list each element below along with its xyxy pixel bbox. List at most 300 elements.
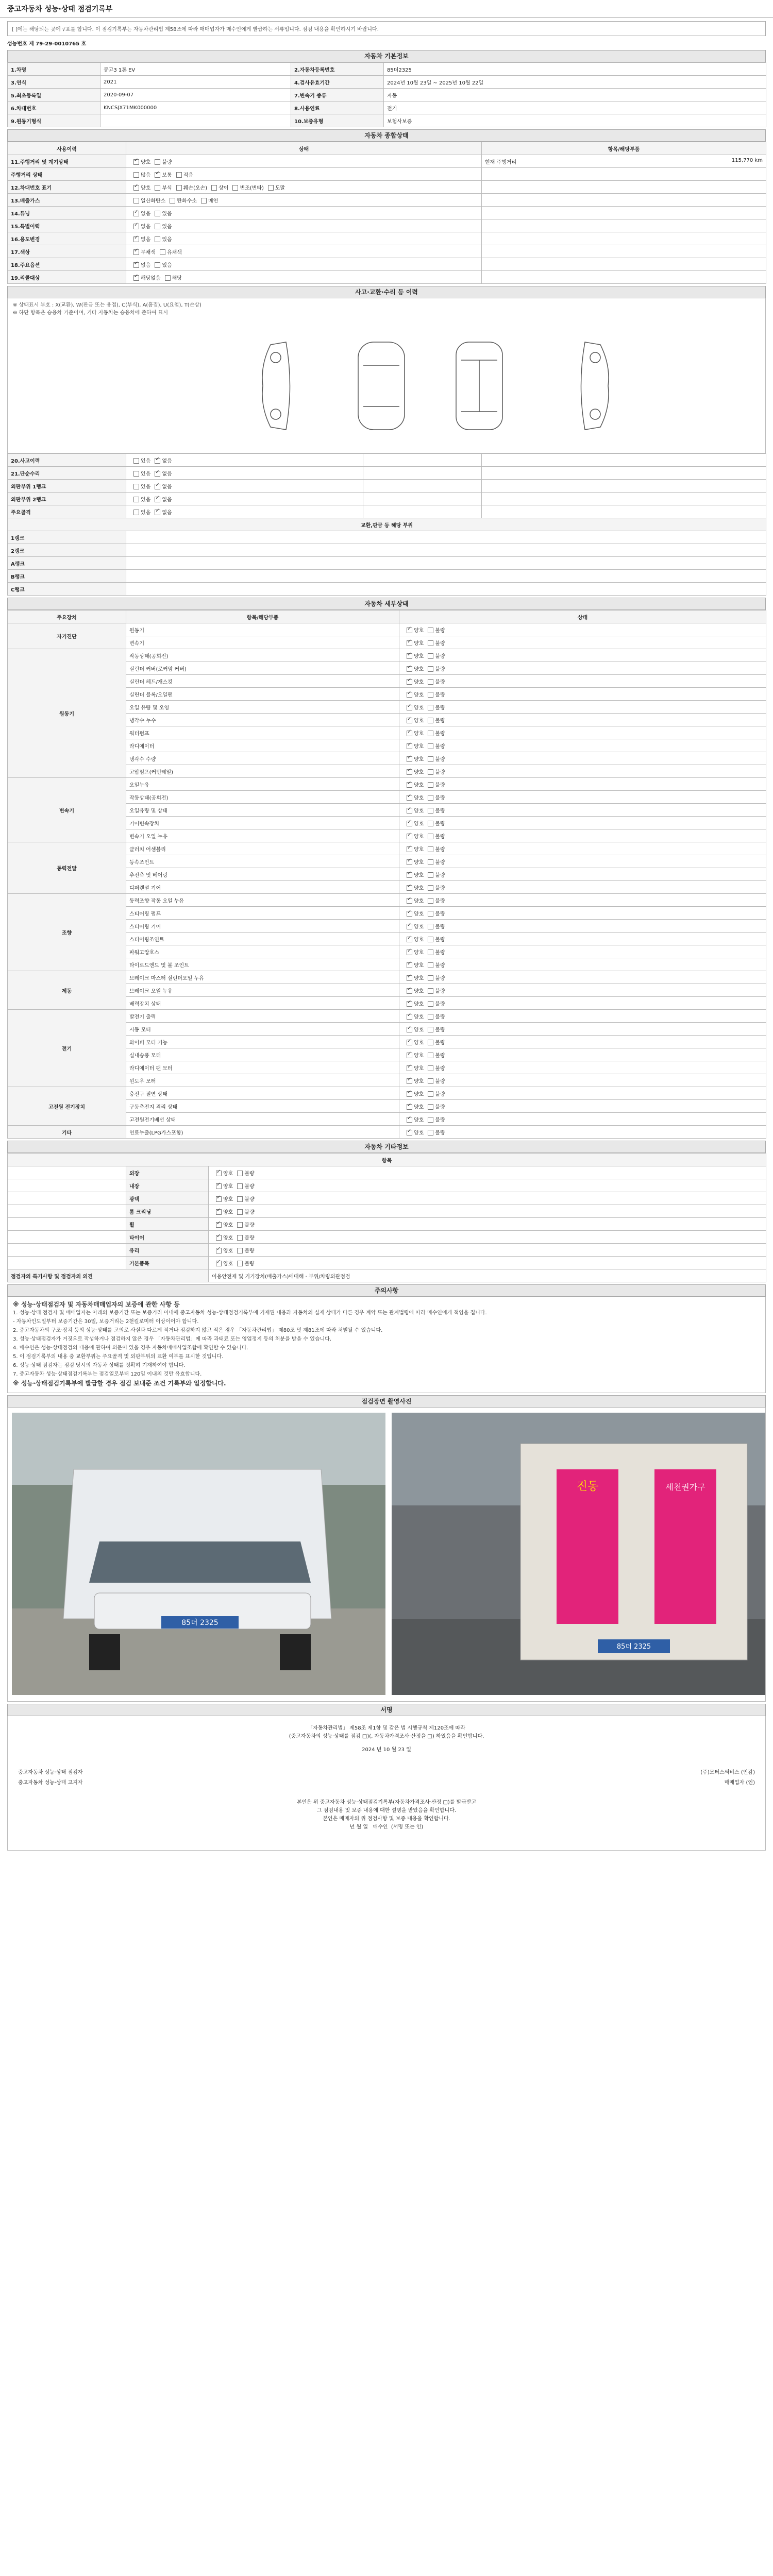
checkbox-label: 양호 [414, 859, 424, 866]
exterior-label: 21.단순수리 [8, 467, 126, 480]
checkbox[interactable] [133, 458, 139, 464]
checkbox[interactable] [428, 1040, 433, 1045]
checkbox-label: 양호 [223, 1171, 233, 1177]
checkbox[interactable] [216, 1183, 222, 1189]
checkbox-label: 양호 [223, 1235, 233, 1241]
column-header: 사용이력 [8, 142, 126, 155]
checkbox[interactable] [407, 834, 412, 839]
details-item: 와이퍼 모터 기능 [126, 1036, 399, 1048]
checkbox[interactable] [428, 718, 433, 723]
checkbox-label: 변조(변타) [240, 185, 264, 191]
checkbox-label: 불량 [435, 846, 445, 853]
checkbox[interactable] [428, 1104, 433, 1110]
checkbox[interactable] [428, 924, 433, 929]
checkbox-label: 양호 [223, 1183, 233, 1190]
checkbox[interactable] [428, 1001, 433, 1007]
checkbox[interactable] [428, 653, 433, 659]
inspector-value: (주)모터스써비스 (인감) [700, 1770, 755, 1775]
checkbox[interactable] [428, 795, 433, 801]
basic-value: 자동 [384, 89, 766, 101]
checkbox-label: 없음 [162, 458, 172, 464]
checkbox[interactable] [428, 821, 433, 826]
details-state-options [399, 894, 766, 907]
checkbox[interactable] [428, 1014, 433, 1020]
checkbox[interactable] [216, 1196, 222, 1202]
checkbox-label: 양호 [414, 1065, 424, 1072]
checkbox[interactable] [428, 1078, 433, 1084]
checkbox[interactable] [428, 1065, 433, 1071]
checkbox-label: 있음 [141, 458, 151, 464]
checkbox-label: 불량 [435, 1040, 445, 1046]
checkbox[interactable] [428, 911, 433, 917]
checkbox[interactable] [407, 782, 412, 788]
checkbox[interactable] [428, 743, 433, 749]
checkbox[interactable] [216, 1171, 222, 1176]
checkbox[interactable] [428, 975, 433, 981]
checkbox[interactable] [428, 628, 433, 633]
status-row [8, 245, 766, 258]
basic-label: 4.검사유효기간 [291, 76, 384, 89]
note-line: 4. 매수인은 성능·상태점검의 내용에 관하여 의문이 있을 경우 자동차매매사업조합에 확인할 수 있습니다. [13, 1345, 248, 1351]
checkbox[interactable] [407, 1065, 412, 1071]
checkbox-label: 양호 [414, 782, 424, 788]
checkbox[interactable] [155, 510, 160, 515]
checkbox[interactable] [133, 510, 139, 515]
receive-line-1: 본인은 위 중고자동차 성능·상태점검기록부(자동차가격조사·산정 □)를 발급받고 [296, 1800, 477, 1805]
notes-body [7, 1297, 766, 1393]
receive-date: 년 월 일 [349, 1824, 368, 1830]
extra-label: 내장 [126, 1179, 209, 1192]
checkbox[interactable] [428, 1091, 433, 1097]
checkbox[interactable] [155, 497, 160, 502]
status-row [8, 194, 766, 207]
checkbox-label: 양호 [223, 1196, 233, 1202]
checkbox[interactable] [133, 497, 139, 502]
checkbox[interactable] [133, 249, 139, 255]
exterior-empty [482, 454, 766, 467]
exterior-empty [363, 454, 482, 467]
column-header: 주요장치 [8, 611, 126, 623]
checkbox-label: 불량 [435, 1104, 445, 1110]
details-group: 자기진단 [8, 623, 126, 649]
notice-box [7, 21, 766, 36]
checkbox[interactable] [407, 1130, 412, 1136]
checkbox-label: 불량 [435, 1001, 445, 1007]
exterior-label: 외판부위 2랭크 [8, 493, 126, 505]
checkbox[interactable] [232, 185, 238, 191]
checkbox[interactable] [407, 872, 412, 878]
checkbox[interactable] [407, 679, 412, 685]
checkbox-label: 양호 [414, 872, 424, 878]
checkbox[interactable] [407, 821, 412, 826]
rank-head-row [8, 518, 766, 531]
exterior-empty [363, 480, 482, 493]
checkbox[interactable] [133, 262, 139, 268]
checkbox[interactable] [407, 846, 412, 852]
checkbox[interactable] [201, 198, 207, 204]
receive-line-2: 그 점검내용 및 보증 내용에 대한 설명을 받았음을 확인합니다. [316, 1808, 457, 1814]
checkbox[interactable] [155, 185, 160, 191]
checkbox[interactable] [155, 159, 160, 165]
checkbox-label: 있음 [162, 211, 172, 217]
checkbox[interactable] [133, 211, 139, 216]
basic-label: 9.원동기형식 [8, 114, 100, 127]
checkbox[interactable] [133, 172, 139, 178]
extra-state-options [209, 1244, 766, 1257]
checkbox[interactable] [155, 471, 160, 477]
details-state-options [399, 1048, 766, 1061]
status-row [8, 232, 766, 245]
checkbox-label: 불량 [435, 795, 445, 801]
checkbox[interactable] [237, 1171, 243, 1176]
checkbox[interactable] [407, 628, 412, 633]
checkbox[interactable] [407, 808, 412, 814]
details-header: 자동차 세부상태 [7, 598, 766, 610]
details-state-options [399, 765, 766, 778]
checkbox[interactable] [407, 718, 412, 723]
checkbox[interactable] [428, 640, 433, 646]
checkbox[interactable] [407, 962, 412, 968]
status-detail [482, 168, 766, 181]
checkbox[interactable] [428, 756, 433, 762]
details-row [8, 649, 766, 662]
details-item: 고압펌프(커먼레일) [126, 765, 399, 778]
checkbox[interactable] [237, 1248, 243, 1253]
status-note: 현재 주행거리 [485, 159, 517, 165]
checkbox[interactable] [216, 1222, 222, 1228]
legend-line-1: ※ 상태표시 부호 : X(교환), W(판금 또는 용접), C(부식), A(흠집), U(요철), T(손상) [13, 302, 201, 308]
status-options [126, 271, 482, 284]
signature-header: 서명 [7, 1704, 766, 1716]
checkbox[interactable] [428, 898, 433, 904]
checkbox[interactable] [216, 1209, 222, 1215]
extra-empty [8, 1179, 126, 1192]
checkbox[interactable] [160, 249, 165, 255]
details-item: 원동기 [126, 623, 399, 636]
checkbox[interactable] [237, 1209, 243, 1215]
checkbox[interactable] [407, 692, 412, 698]
details-state-options [399, 701, 766, 714]
checkbox-label: 불량 [435, 950, 445, 956]
extra-empty [8, 1244, 126, 1257]
note-footer: ※ 성능·상태점검기록부에 발급할 경우 점검 보내준 조건 기록부와 일정합니다. [13, 1380, 226, 1387]
status-row [8, 258, 766, 271]
rank-row [8, 531, 766, 544]
checkbox[interactable] [211, 185, 217, 191]
checkbox[interactable] [428, 859, 433, 865]
checkbox[interactable] [428, 782, 433, 788]
details-state-options [399, 636, 766, 649]
details-item: 실린더 헤드/개스킷 [126, 675, 399, 688]
checkbox[interactable] [155, 211, 160, 216]
checkbox[interactable] [407, 898, 412, 904]
checkbox[interactable] [407, 924, 412, 929]
status-row [8, 271, 766, 284]
details-state-options [399, 920, 766, 933]
checkbox[interactable] [133, 471, 139, 477]
details-group: 고전원 전기장치 [8, 1087, 126, 1126]
checkbox[interactable] [237, 1222, 243, 1228]
basic-row [8, 101, 766, 114]
checkbox-label: 양호 [414, 898, 424, 904]
details-item: 등속조인트 [126, 855, 399, 868]
rank-label: C랭크 [8, 583, 126, 596]
checkbox[interactable] [237, 1235, 243, 1241]
checkbox-label: 불량 [244, 1196, 255, 1202]
checkbox-label: 탄화수소 [177, 198, 197, 204]
checkbox[interactable] [216, 1261, 222, 1266]
checkbox[interactable] [428, 872, 433, 878]
details-row [8, 1010, 766, 1023]
checkbox[interactable] [428, 705, 433, 710]
checkbox-label: 양호 [414, 653, 424, 659]
basic-value: 보험사보증 [384, 114, 766, 127]
basic-label: 10.보증유형 [291, 114, 384, 127]
checkbox-label: 불량 [435, 692, 445, 698]
checkbox-label: 없음 [162, 497, 172, 503]
details-item: 실린더 커버(로커암 커버) [126, 662, 399, 675]
checkbox[interactable] [407, 795, 412, 801]
extra-row [8, 1166, 766, 1179]
checkbox-label: 있음 [141, 497, 151, 503]
checkbox-label: 불량 [435, 988, 445, 994]
checkbox[interactable] [407, 743, 412, 749]
photos-header: 점검장면 촬영사진 [7, 1395, 766, 1408]
checkbox[interactable] [133, 275, 139, 281]
checkbox-label: 양호 [414, 731, 424, 737]
checkbox-label: 훼손(오손) [183, 185, 208, 191]
checkbox[interactable] [407, 988, 412, 994]
title-text: 중고자동차 성능·상태 점검기록부 [7, 5, 113, 13]
checkbox[interactable] [407, 1053, 412, 1058]
checkbox[interactable] [237, 1261, 243, 1266]
checkbox-label: 있음 [141, 471, 151, 477]
exterior-row [8, 505, 766, 518]
checkbox[interactable] [428, 1130, 433, 1136]
checkbox[interactable] [407, 769, 412, 775]
checkbox[interactable] [407, 1001, 412, 1007]
details-item: 오일 유량 및 오염 [126, 701, 399, 714]
checkbox-label: 불량 [244, 1222, 255, 1228]
details-state-options [399, 1061, 766, 1074]
checkbox[interactable] [407, 975, 412, 981]
checkbox-label: 양호 [414, 962, 424, 969]
note-line: ※ 성능·상태점검자 및 자동차매매업자의 보증에 관한 사항 등 [13, 1301, 180, 1308]
rank-row [8, 557, 766, 570]
note-line: 3. 성능·상태점검자가 거짓으로 작성하거나 점검하지 않은 경우 「자동차관리법」에 따라 과태료 또는 영업정지 등의 처분을 받을 수 있습니다. [13, 1336, 332, 1342]
basic-value: 2020-09-07 [100, 89, 291, 101]
checkbox[interactable] [407, 885, 412, 891]
checkbox[interactable] [407, 1091, 412, 1097]
checkbox[interactable] [428, 679, 433, 685]
basic-value: 봉고3 1톤 EV [100, 63, 291, 76]
details-row [8, 623, 766, 636]
status-label: 12.차대번호 표기 [8, 181, 126, 194]
checkbox-label: 양호 [414, 846, 424, 853]
checkbox-label: 양호 [414, 628, 424, 634]
checkbox[interactable] [155, 458, 160, 464]
checkbox-label: 불량 [435, 885, 445, 891]
details-state-options [399, 714, 766, 726]
diagram-legend [13, 301, 201, 317]
checkbox[interactable] [407, 911, 412, 917]
checkbox[interactable] [133, 159, 139, 165]
checkbox[interactable] [407, 1078, 412, 1084]
checkbox[interactable] [407, 705, 412, 710]
checkbox-label: 매연 [208, 198, 219, 204]
details-item: 윈도우 모터 [126, 1074, 399, 1087]
notice-text: [ ]에는 해당되는 곳에 √표를 합니다. 이 점검기록부는 자동차관리법 제58조에 따라 매매업자가 매수인에게 발급하는 서류입니다. 점검 내용을 확인하시기 바랍니다. [12, 27, 379, 32]
rank-label: A랭크 [8, 557, 126, 570]
checkbox[interactable] [428, 1117, 433, 1123]
checkbox[interactable] [176, 172, 182, 178]
checkbox-label: 불량 [435, 1117, 445, 1123]
checkbox[interactable] [407, 666, 412, 672]
checkbox[interactable] [428, 950, 433, 955]
checkbox[interactable] [428, 1027, 433, 1032]
checkbox[interactable] [428, 692, 433, 698]
basic-value: 85더2325 [384, 63, 766, 76]
status-label: 15.특별이력 [8, 219, 126, 232]
checkbox[interactable] [407, 1104, 412, 1110]
checkbox[interactable] [407, 1027, 412, 1032]
checkbox[interactable] [407, 1014, 412, 1020]
checkbox[interactable] [216, 1248, 222, 1253]
details-item: 동력조향 작동 오일 누유 [126, 894, 399, 907]
checkbox-label: 양호 [414, 911, 424, 917]
note-line: 6. 성능·상태 점검자는 점검 당시의 자동차 상태를 정확히 기재하여야 합니다. [13, 1363, 186, 1368]
details-item: 구동축전지 격리 상태 [126, 1100, 399, 1113]
exterior-row [8, 493, 766, 505]
signature-panel [7, 1716, 766, 1851]
checkbox[interactable] [237, 1183, 243, 1189]
checkbox[interactable] [428, 769, 433, 775]
checkbox[interactable] [133, 484, 139, 489]
checkbox[interactable] [428, 731, 433, 736]
exterior-table [7, 453, 766, 596]
checkbox-label: 불량 [435, 679, 445, 685]
extra-head-row [8, 1154, 766, 1166]
checkbox[interactable] [428, 666, 433, 672]
checkbox[interactable] [170, 198, 175, 204]
checkbox[interactable] [428, 988, 433, 994]
checkbox-label: 불량 [244, 1183, 255, 1190]
checkbox-label: 없음 [141, 262, 151, 268]
extra-empty [8, 1231, 126, 1244]
details-state-options [399, 933, 766, 945]
checkbox-label: 불량 [162, 159, 172, 165]
checkbox[interactable] [155, 484, 160, 489]
details-row [8, 1087, 766, 1100]
checkbox[interactable] [176, 185, 182, 191]
checkbox-label: 없음 [141, 236, 151, 243]
checkbox[interactable] [407, 859, 412, 865]
status-header: 자동차 종합상태 [7, 129, 766, 142]
checkbox[interactable] [216, 1235, 222, 1241]
details-item: 라디에이터 팬 모터 [126, 1061, 399, 1074]
front-plate-text: 85더 2325 [181, 1619, 219, 1627]
checkbox-label: 불량 [435, 975, 445, 981]
checkbox[interactable] [133, 198, 139, 204]
checkbox[interactable] [407, 1040, 412, 1045]
exterior-empty [482, 480, 766, 493]
exterior-empty [482, 505, 766, 518]
checkbox[interactable] [428, 846, 433, 852]
basic-value: 2021 [100, 76, 291, 89]
details-item: 고전원전기배선 상태 [126, 1113, 399, 1126]
checkbox-label: 양호 [223, 1248, 233, 1254]
status-options [126, 181, 482, 194]
details-item: 추진축 및 베어링 [126, 868, 399, 881]
checkbox[interactable] [237, 1196, 243, 1202]
details-item: 파워고압호스 [126, 945, 399, 958]
details-state-options [399, 945, 766, 958]
checkbox[interactable] [155, 224, 160, 229]
checkbox[interactable] [428, 962, 433, 968]
checkbox-label: 있음 [141, 484, 151, 490]
checkbox[interactable] [407, 653, 412, 659]
status-detail [482, 155, 766, 168]
checkbox[interactable] [133, 185, 139, 191]
rank-label: 1랭크 [8, 531, 126, 544]
status-label: 11.주행거리 및 계기상태 [8, 155, 126, 168]
checkbox[interactable] [407, 640, 412, 646]
checkbox[interactable] [407, 756, 412, 762]
details-row [8, 894, 766, 907]
checkbox[interactable] [407, 950, 412, 955]
exterior-label: 외판부위 1랭크 [8, 480, 126, 493]
checkbox-label: 양호 [414, 666, 424, 672]
checkbox-label: 있음 [141, 510, 151, 516]
basic-value: 2024년 10월 23일 ~ 2025년 10월 22일 [384, 76, 766, 89]
status-options [126, 232, 482, 245]
details-group: 제동 [8, 971, 126, 1010]
checkbox[interactable] [407, 731, 412, 736]
checkbox-label: 불량 [435, 1053, 445, 1059]
details-item: 브레이크 오일 누유 [126, 984, 399, 997]
checkbox-label: 불량 [435, 937, 445, 943]
details-item: 변속기 [126, 636, 399, 649]
checkbox[interactable] [428, 808, 433, 814]
checkbox-label: 불량 [435, 1065, 445, 1072]
details-state-options [399, 649, 766, 662]
details-item: 실린더 블록/오일팬 [126, 688, 399, 701]
checkbox[interactable] [155, 262, 160, 268]
checkbox[interactable] [428, 937, 433, 942]
checkbox[interactable] [165, 275, 171, 281]
column-header: 항목/해당부품 [482, 142, 766, 155]
checkbox-label: 일산화탄소 [141, 198, 166, 204]
status-label: 16.용도변경 [8, 232, 126, 245]
checkbox[interactable] [428, 1053, 433, 1058]
details-state-options [399, 971, 766, 984]
checkbox[interactable] [155, 236, 160, 242]
checkbox[interactable] [407, 1117, 412, 1123]
buyer-sign: (서명 또는 인) [391, 1824, 424, 1830]
checkbox[interactable] [407, 937, 412, 942]
checkbox[interactable] [133, 236, 139, 242]
checkbox[interactable] [133, 224, 139, 229]
checkbox[interactable] [428, 834, 433, 839]
extra-state-options [209, 1257, 766, 1269]
details-state-options [399, 752, 766, 765]
checkbox[interactable] [155, 172, 160, 178]
checkbox[interactable] [268, 185, 274, 191]
summary-value: 이용안전제 및 기기장치(배출가스)에대해 · 부위/차량외관점검 [209, 1269, 766, 1282]
exterior-diagram [7, 298, 766, 453]
checkbox[interactable] [428, 885, 433, 891]
checkbox-label: 도말 [275, 185, 285, 191]
